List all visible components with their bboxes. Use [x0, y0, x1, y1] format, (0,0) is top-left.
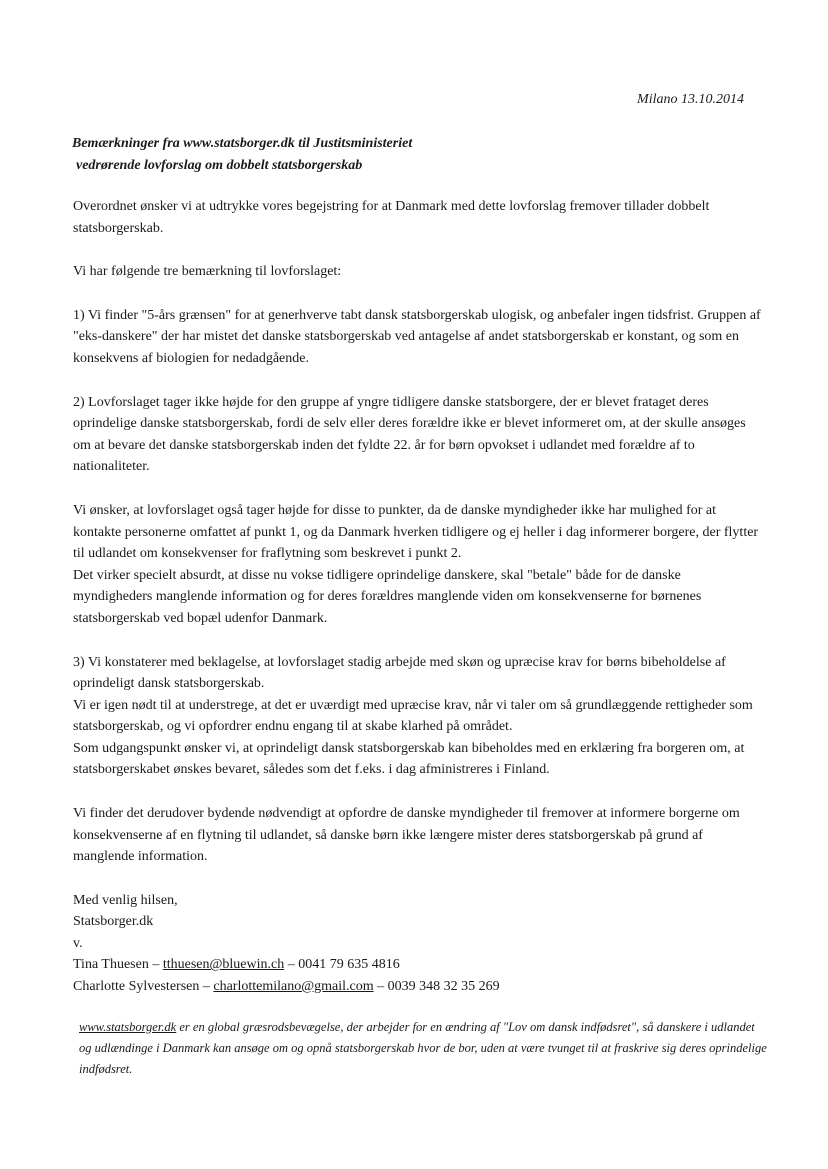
- letter-body: [73, 196, 763, 997]
- person-1-phone: – 0041 79 635 4816: [284, 957, 400, 973]
- paragraph-point-3: [73, 652, 763, 782]
- person-2-name: Charlotte Sylvestersen –: [73, 978, 214, 994]
- paragraph-lead: Vi har følgende tre bemærkning til lovforslaget:: [73, 264, 342, 280]
- signature-via: v.: [73, 935, 83, 951]
- signature-greeting: Med venlig hilsen,: [73, 892, 178, 908]
- signature-block: [73, 890, 763, 998]
- footer-note: [79, 1017, 769, 1080]
- signature-person-2: [73, 976, 763, 998]
- letter-subject: [72, 133, 752, 177]
- subject-line-2: vedrørende lovforslag om dobbelt statsborgerskab: [76, 158, 363, 173]
- paragraph-point-1: 1) Vi finder "5-års grænsen" for at generhverve tabt dansk statsborgerskab ulogisk, og anbefaler ingen tidsfrist. Gruppen af "eks-danskere" der har mistet det danske statsborgerskab ved antagelse af andet statsborgerskab er konstant, og som en konsekvens af biologien for nedadgående.: [73, 307, 761, 366]
- footer-text: er en global græsrodsbevægelse, der arbejder for en ændring af "Lov om dansk indfødsret", så danskere i udlandet og udlændinge i Danmark kan ansøge om og opnå statsborgerskab hvor de bor, uden at være tvunget til at fraskrive sig deres oprindelige indfødsret.: [79, 1020, 767, 1076]
- subject-line-1: Bemærkninger fra www.statsborger.dk til Justitsministeriet: [72, 136, 413, 151]
- footer-site-link[interactable]: www.statsborger.dk: [79, 1020, 177, 1034]
- person-1-email-link[interactable]: tthuesen@bluewin.ch: [162, 957, 285, 973]
- point3-text-a: 3) Vi konstaterer med beklagelse, at lovforslaget stadig arbejde med skøn og upræcise krav for børns bibeholdelse af oprindeligt dansk statsborgerskab.: [73, 654, 726, 692]
- person-1-name: Tina Thuesen –: [73, 957, 163, 973]
- paragraph-point-2: 2) Lovforslaget tager ikke højde for den gruppe af yngre tidligere danske statsborgere, der er blevet frataget deres oprindelige danske statsborgerskab, fordi de selv eller deres forældre ikke er blevet informeret om, at der skulle ansøges om at bevare det danske statsborgerskab inden det fyldte 22. år for børn opvokset i udlandet med forældre af to nationaliteter.: [73, 394, 746, 475]
- person-2-phone: – 0039 348 32 35 269: [373, 978, 500, 994]
- signature-org: Statsborger.dk: [73, 914, 154, 930]
- wish-text-b: Det virker specielt absurdt, at disse nu vokse tidligere oprindelige danskere, skal "betale" både for de danske myndigheders manglende information og for deres forældres manglende viden om konsekvenserne for børnenes statsborgerskab ved bopæl udenfor Danmark.: [73, 567, 702, 626]
- paragraph-closing: Vi finder det derudover bydende nødvendigt at opfordre de danske myndigheder til fremover at informere borgerne om konsekvenserne af en flytning til udlandet, så danske børn ikke længere mister deres statsborgerskab på grund af manglende information.: [73, 806, 740, 865]
- wish-text-a: Vi ønsker, at lovforslaget også tager højde for disse to punkter, da de danske myndigheder ikke har mulighed for at kontakte personerne omfattet af punkt 1, og da Danmark hverken tidligere og ej heller i dag informerer borgere, der flytter til udlandet om konsekvenser for fraflytning som beskrevet i punkt 2.: [73, 502, 759, 562]
- person-2-email-link[interactable]: charlottemilano@gmail.com: [213, 978, 374, 994]
- paragraph-intro: Overordnet ønsker vi at udtrykke vores begejstring for at Danmark med dette lovforslag fremover tillader dobbelt statsborgerskab.: [73, 199, 710, 236]
- paragraph-wish: [73, 500, 763, 630]
- letter-date: Milano 13.10.2014: [637, 92, 744, 107]
- signature-person-1: [73, 954, 763, 976]
- point3-text-c: Som udgangspunkt ønsker vi, at oprindeligt dansk statsborgerskab kan bibeholdes med en erklæring fra borgeren om, at statsborgerskabet ønskes bevaret, således som det f.eks. i dag afministreres i Finland.: [73, 740, 745, 778]
- point3-text-b: Vi er igen nødt til at understrege, at det er uværdigt med upræcise krav, når vi taler om så grundlæggende rettigheder som statsborgerskab, og vi opfordrer endnu engang til at skabe klarhed på området.: [73, 697, 753, 735]
